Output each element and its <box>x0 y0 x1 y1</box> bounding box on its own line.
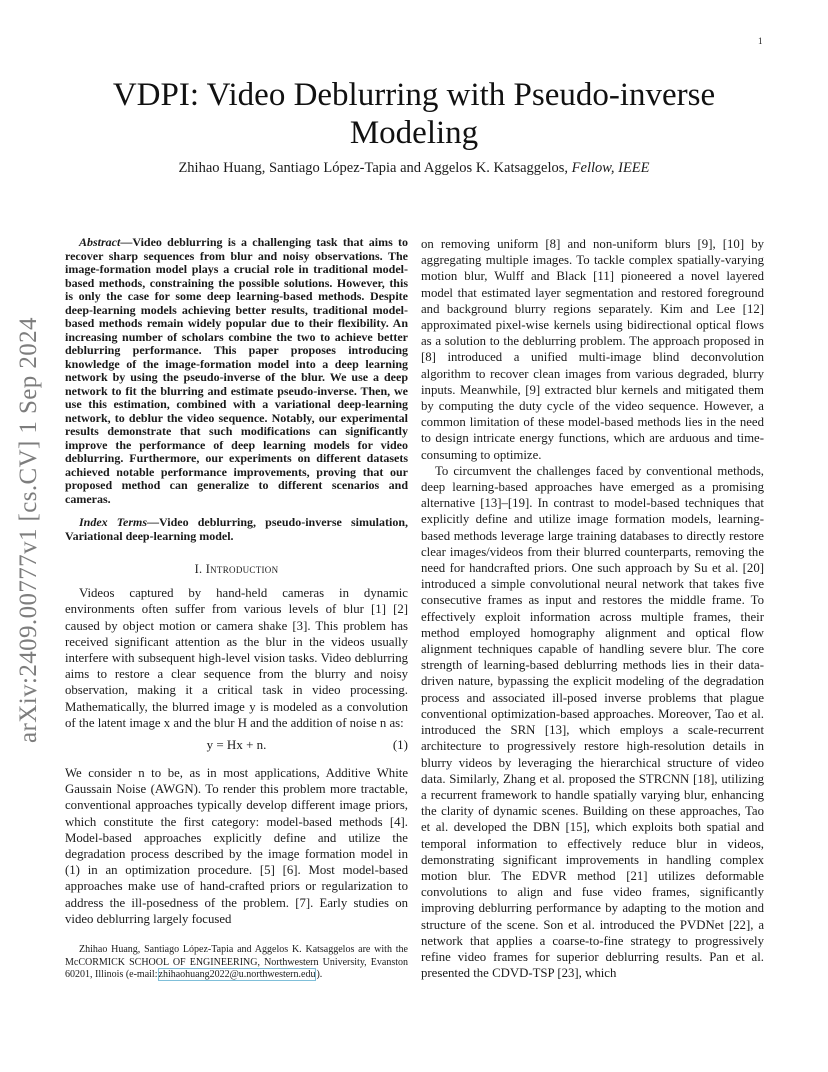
author-footnote <box>65 944 408 982</box>
left-column <box>65 236 408 982</box>
body-paragraph-deep-learning: To circumvent the challenges faced by conventional methods, deep learning-based approaches have emerged as a promising alternative [13]–[19]. In contrast to model-based techniques that explicitly define and utilize image formation models, learning-based methods leverage large training databases to directly restore clear images/videos from their blurred counterparts, removing the need for handcrafted priors. One such approach by Su et al. [20] introduced a simple convolutional neural network that takes five consecutive frames as input and restores the middle frame. To effectively exploit information across multiple frames, their method employed homography alignment and optical flow alignment techniques capable of handling severe blur. The core strength of learning-based deblurring methods lies in their data-driven nature, bypassing the explicit modeling of the degradation process and associated ill-posed inverse problems that plague conventional optimization-based approaches. Moreover, Tao et al. introduced the SRN [13], which employs a scale-recurrent architecture to progressively restore high-resolution details in blurry videos by leveraging the hierarchical structure of video data. Similarly, Zhang et al. proposed the STRCNN [18], utilizing a recurrent framework to handle spatially varying blur, enhancing the clarity of dynamic scenes. Building on these approaches, Tao et al. developed the DBN [15], which exploits both spatial and temporal information to effectively reduce blur in videos, demonstrating significant improvements in handling complex motion blur. The EDVR method [21] utilizes deformable convolutions to align and fuse video frames, significantly improving deblurring performance by adapting to the motion and structure of the scene. Son et al. introduced the PVDNet [22], a network that applies a coarse-to-fine strategy to progressively refine video frames for superior deblurring results. Pan et al. presented the CDVD-TSP [23], which <box>421 463 764 981</box>
arxiv-identifier-text: arXiv:2409.00777v1 [cs.CV] 1 Sep 2024 <box>15 317 42 743</box>
paper-title: VDPI: Video Deblurring with Pseudo-inverse Modeling <box>112 77 716 151</box>
index-terms-text: —Video deblurring, pseudo-inverse simulation, Variational deep-learning model. <box>65 515 408 543</box>
index-terms <box>65 516 408 543</box>
footnote-end: ). <box>316 969 323 981</box>
equation-number: (1) <box>392 737 408 753</box>
right-column <box>421 236 764 981</box>
author-line <box>80 160 748 177</box>
equation-body: y = Hx + n. <box>206 737 267 753</box>
body-paragraph-related-work: on removing uniform [8] and non-uniform blurs [9], [10] by aggregating multiple images. To tackle complex spatially-varying motion blur, Wulff and Black [11] pioneered a novel layered model that estimated layer segmentation and restored foreground and background blurry regions separately. Kim and Lee [12] approximated pixel-wise kernels using bidirectional optical flows as a solution to the deblurring problem. The approach proposed in [8] introduced a unified multi-image blind deconvolution algorithm to recover clean images from various degraded, blurry inputs. Meanwhile, [9] extracted blur kernels and mitigated them by computing the duty cycle of the video sequence. However, a common limitation of these model-based methods lies in the need to design intricate energy functions, which are arduous and time-consuming to optimize. <box>421 237 764 462</box>
footnote-email-link[interactable]: zhihaohuang2022@u.northwestern.edu <box>158 969 316 981</box>
section-title: Introduction <box>205 562 279 576</box>
abstract <box>65 236 408 506</box>
section-numeral: I. <box>194 562 203 576</box>
author-fellow-title: Fellow, IEEE <box>571 160 650 176</box>
arxiv-identifier-stamp <box>6 290 52 770</box>
abstract-label: Abstract <box>79 235 121 249</box>
section-heading-introduction <box>65 561 408 577</box>
author-names: Zhihao Huang, Santiago López-Tapia and Aggelos K. Katsaggelos, <box>178 160 569 176</box>
intro-paragraph-2: We consider n to be, as in most applications, Additive White Gaussain Noise (AWGN). To render this problem more tractable, conventional approaches typically develop different image priors, which constitute the first category: model-based methods [4]. Model-based approaches explicitly define and utilize the degradation process described by the image formation model in (1) in an optimization procedure. [5] [6]. Most model-based approaches make use of hand-crafted priors or regularization to address the ill-posedness of the problem. [7]. Early studies on video deblurring largely focused <box>65 766 408 926</box>
index-terms-label: Index Terms <box>79 515 148 529</box>
page-number: 1 <box>758 36 763 46</box>
intro-paragraph-1: Videos captured by hand-held cameras in dynamic environments often suffer from various levels of blur [1] [2] caused by object motion or camera shake [3]. This problem has received significant attention as the blur in the videos usually interfere with subsequent high-level vision tasks. Video deblurring aims to restore a clear sequence from the blurry and noisy observation, making it a critical task in video processing. Mathematically, the blurred image y is modeled as a convolution of the latent image x and the blur H and the addition of noise n as: <box>65 586 408 730</box>
footnote-text: Zhihao Huang, Santiago López-Tapia and Aggelos K. Katsaggelos are with the McCORMICK SCHOOL OF ENGINEERING, Northwestern University, Evanston 60201, Illinois (e-mail: <box>65 944 408 981</box>
equation-1 <box>65 733 408 759</box>
abstract-text: —Video deblurring is a challenging task that aims to recover sharp sequences from blur and noisy observations. The image-formation model plays a crucial role in traditional model-based methods, constraining the possible solutions. However, this is only the case for some deep learning-based methods. Despite deep-learning models achieving better results, traditional model-based methods remain widely popular due to their flexibility. An increasing number of scholars combine the two to achieve better deblurring performance. This paper proposes introducing knowledge of the image-formation model into a deep learning network by using the pseudo-inverse of the blur. We use a deep network to fit the blurring and estimate pseudo-inverse. Then, we use this estimation, combined with a variational deep-learning network, to deblur the video sequence. Notably, our experimental results demonstrate that such modifications can significantly improve the performance of deep learning models for video deblurring. Furthermore, our experiments on different datasets achieved notable performance improvements, proving that our proposed method can generalize to different scenarios and cameras. <box>65 235 408 506</box>
